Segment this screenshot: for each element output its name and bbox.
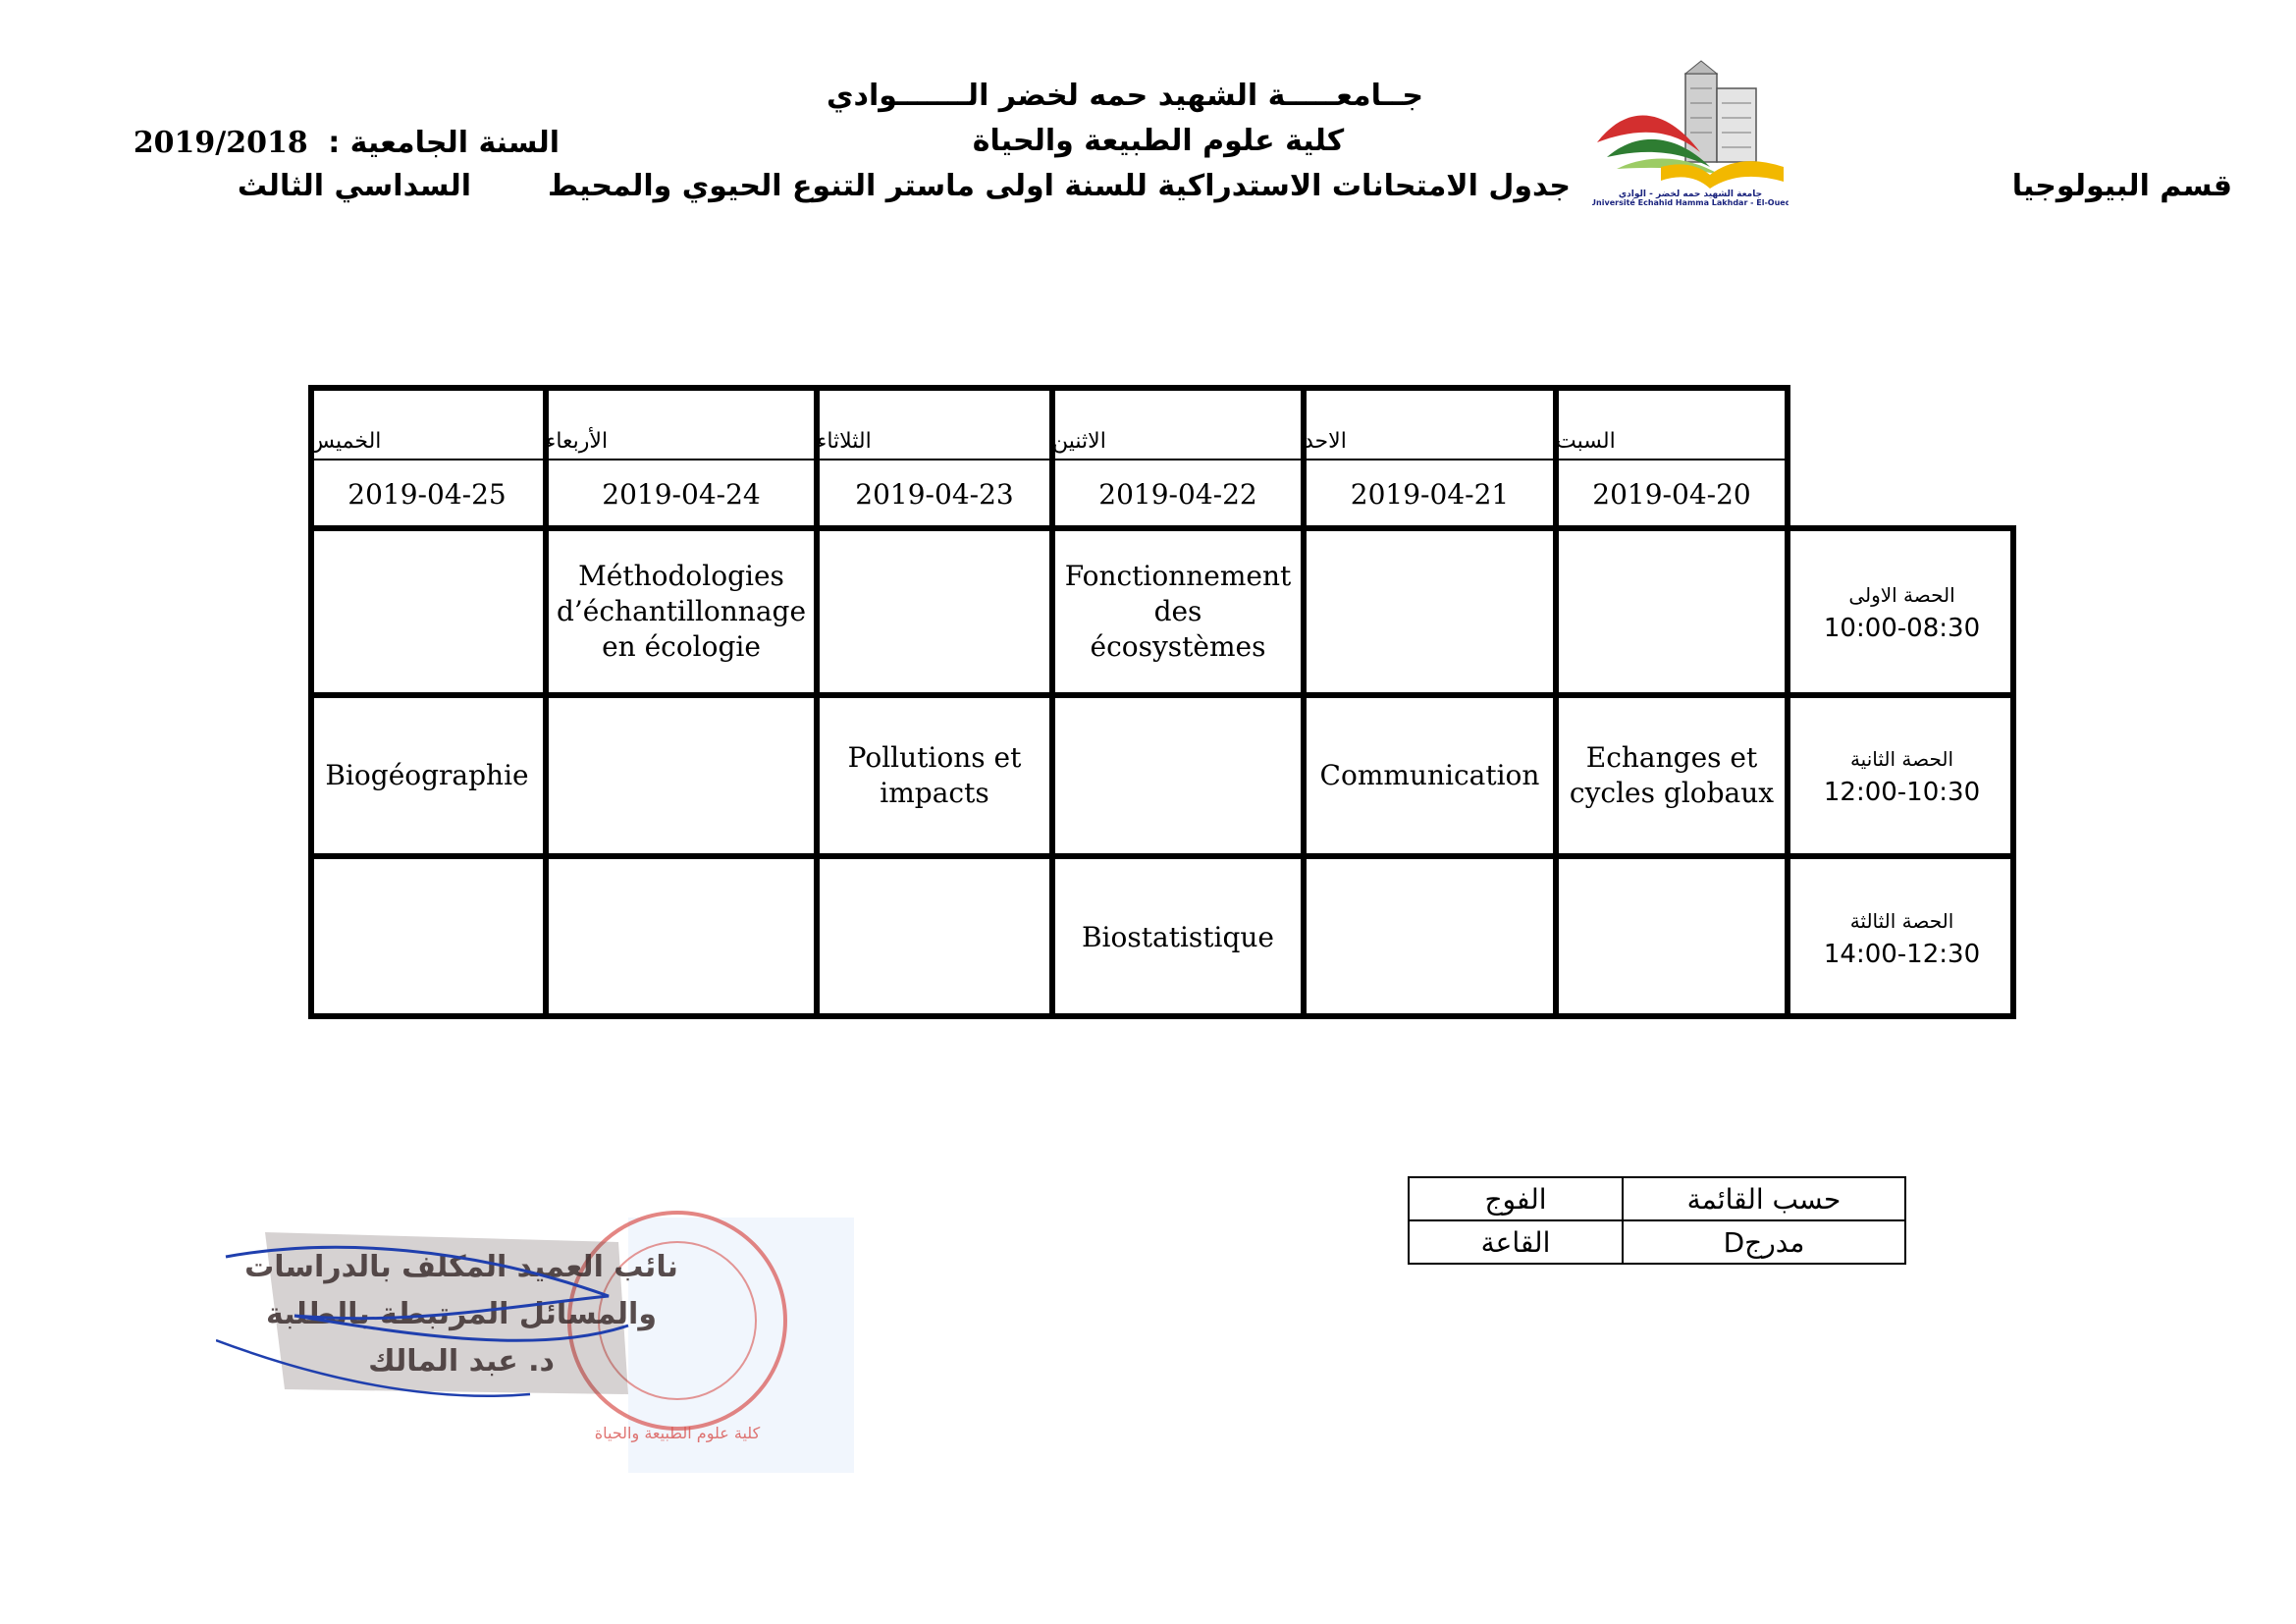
date-header: 2019-04-25 [347, 477, 507, 511]
exam-cell: Communication [1319, 759, 1540, 791]
official-stamp [216, 1178, 854, 1473]
department-name: قسم البيولوجيا [2011, 169, 2232, 203]
academic-year [133, 126, 560, 160]
date-header: 2019-04-23 [855, 477, 1014, 511]
faculty-name: كلية علوم الطبيعة والحياة [972, 124, 1345, 158]
table-row [1409, 1220, 1905, 1264]
slot-name: الحصة الثانية [1849, 747, 1954, 771]
exam-cell [1304, 856, 1556, 1019]
exam-cell: Echanges et cycles globaux [1569, 741, 1775, 809]
seal-text: كلية علوم الطبيعة والحياة [594, 1424, 761, 1442]
slot-name: الحصة الثالثة [1849, 909, 1954, 933]
slot-time: 14:00-12:30 [1823, 940, 1981, 969]
exam-cell [308, 528, 546, 695]
day-header: الأربعاء [546, 429, 609, 454]
slot-time: 10:00-08:30 [1823, 614, 1981, 643]
date-header: 2019-04-21 [1350, 477, 1510, 511]
room-value: مدرجD [1623, 1220, 1905, 1264]
day-header: الاحد [1304, 429, 1347, 454]
exam-cell: Pollutions et impacts [847, 741, 1022, 809]
exam-cell [1556, 856, 1788, 1019]
slot-time: 12:00-10:30 [1823, 778, 1981, 807]
exam-cell: Biogéographie [325, 759, 529, 791]
exam-cell: Méthodologies d’échantillonnage en écologie [556, 560, 807, 663]
schedule-title: جدول الامتحانات الاستدراكية للسنة اولى ماستر التنوع الحيوي والمحيط [548, 169, 1571, 203]
group-value: حسب القائمة [1623, 1177, 1905, 1220]
time-slot [1788, 695, 2016, 856]
semester-label: السداسي الثالث [237, 169, 471, 203]
exam-cell: Biostatistique [1081, 921, 1274, 953]
day-header: الثلاثاء [817, 429, 872, 454]
time-slot [1788, 856, 2016, 1019]
academic-year-label: السنة الجامعية : [328, 126, 560, 160]
exam-cell [817, 528, 1052, 695]
exam-cell [1556, 528, 1788, 695]
room-label: القاعة [1409, 1220, 1623, 1264]
logo-caption-ar: جامعة الشهيد حمه لخضر - الوادي [1618, 189, 1763, 199]
exam-cell [546, 695, 817, 856]
stamp-line-1: نائب العميد المكلف بالدراسات [244, 1250, 678, 1284]
group-room-table [1408, 1176, 1906, 1265]
university-logo [1592, 59, 1789, 206]
date-header: 2019-04-24 [602, 477, 761, 511]
stamp-line-2: والمسائل المرتبطة بالطلبة [266, 1297, 657, 1331]
academic-year-value: 2019/2018 [133, 126, 308, 160]
slot-name: الحصة الاولى [1848, 583, 1955, 607]
date-header: 2019-04-22 [1098, 477, 1257, 511]
date-header: 2019-04-20 [1592, 477, 1751, 511]
exam-schedule-table [308, 385, 2016, 1019]
exam-cell [1304, 528, 1556, 695]
logo-caption-fr: Université Echahid Hamma Lakhdar - El-Oued [1592, 198, 1789, 206]
exam-cell [308, 856, 546, 1019]
university-name: جــامعـــــة الشهيد حمه لخضر الـــــــوادي [827, 79, 1423, 113]
exam-cell [1052, 695, 1304, 856]
stamp-line-3: د. عبد المالك [368, 1344, 555, 1379]
exam-cell: Fonctionnement des écosystèmes [1064, 560, 1292, 663]
day-header: الاثنين [1052, 429, 1106, 454]
exam-cell [546, 856, 817, 1019]
group-label: الفوج [1409, 1177, 1623, 1220]
day-header: الخميس [308, 429, 382, 454]
day-header: السبت [1556, 429, 1616, 454]
time-slot [1788, 528, 2016, 695]
table-row [1409, 1177, 1905, 1220]
exam-cell [817, 856, 1052, 1019]
